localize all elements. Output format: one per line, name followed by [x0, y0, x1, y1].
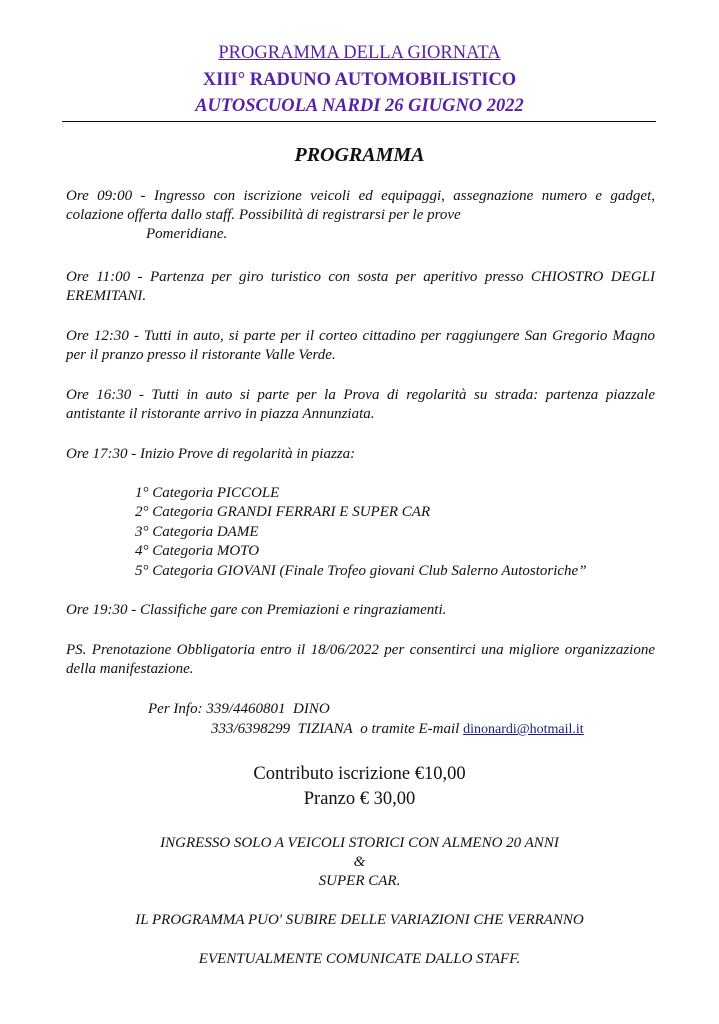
schedule-item-1730: Ore 17:30 - Inizio Prove di regolarità in piazza:	[66, 446, 356, 462]
contact-phone-2: 333/6398299	[211, 721, 291, 737]
lunch-fee: Pranzo € 30,00	[303, 789, 416, 809]
section-title: PROGRAMMA	[294, 144, 425, 166]
entry-note-line-1: INGRESSO SOLO A VEICOLI STORICI CON ALMENO 20 ANNI	[160, 835, 559, 851]
entry-note-line-2: SUPER CAR.	[318, 873, 401, 889]
header-divider	[62, 121, 656, 122]
registration-fee: Contributo iscrizione €10,00	[253, 764, 466, 784]
header-event-name: XIII° RADUNO AUTOMOBILISTICO	[202, 70, 517, 90]
schedule-item-1230: Ore 12:30 - Tutti in auto, si parte per il corteo cittadino per raggiungere San Gregorio Magno per il pranzo presso il ristorante Valle Verde.	[66, 328, 655, 363]
contact-name-1: DINO	[293, 701, 330, 717]
contact-name-2: TIZIANA	[297, 721, 353, 737]
header-organizer-date: AUTOSCUOLA NARDI 26 GIUGNO 2022	[195, 96, 524, 116]
contact-email-prefix: o tramite E-mail	[360, 721, 460, 737]
category-item: 5° Categoria GIOVANI (Finale Trofeo giovani Club Salerno Autostoriche”	[135, 563, 587, 579]
category-item: 4° Categoria MOTO	[135, 543, 260, 559]
schedule-item-0900	[66, 187, 655, 244]
contact-label: Per Info:	[148, 701, 203, 717]
variation-note-line-2: EVENTUALMENTE COMUNICATE DALLO STAFF.	[198, 951, 521, 967]
schedule-item-continuation: Pomeridiane.	[146, 226, 228, 242]
entry-note-ampersand: &	[353, 854, 366, 870]
contact-line-1	[148, 700, 330, 719]
header-title: PROGRAMMA DELLA GIORNATA	[218, 43, 501, 63]
contact-line-2	[211, 720, 584, 739]
schedule-item-text: Ore 09:00 - Ingresso con iscrizione veicoli ed equipaggi, assegnazione numero e gadget, colazione offerta dallo staff. Possibilità di registrarsi per le prove	[66, 188, 655, 223]
contact-phone-1: 339/4460801	[206, 701, 286, 717]
category-item: 3° Categoria DAME	[135, 524, 259, 540]
category-item: 1° Categoria PICCOLE	[135, 485, 280, 501]
schedule-item-1630: Ore 16:30 - Tutti in auto si parte per la Prova di regolarità su strada: partenza piazzale antistante il ristorante arrivo in piazza Annunziata.	[66, 387, 655, 422]
category-item: 2° Categoria GRANDI FERRARI E SUPER CAR	[135, 504, 431, 520]
ps-note: PS. Prenotazione Obbligatoria entro il 18/06/2022 per consentirci una migliore organizzazione della manifestazione.	[66, 642, 655, 677]
schedule-item-1930: Ore 19:30 - Classifiche gare con Premiazioni e ringraziamenti.	[66, 602, 447, 618]
email-link[interactable]: dinonardi@hotmail.it	[463, 722, 584, 737]
variation-note-line-1: IL PROGRAMMA PUO' SUBIRE DELLE VARIAZIONI CHE VERRANNO	[135, 912, 584, 928]
schedule-item-1100: Ore 11:00 - Partenza per giro turistico con sosta per aperitivo presso CHIOSTRO DEGLI EREMITANI.	[66, 269, 655, 304]
